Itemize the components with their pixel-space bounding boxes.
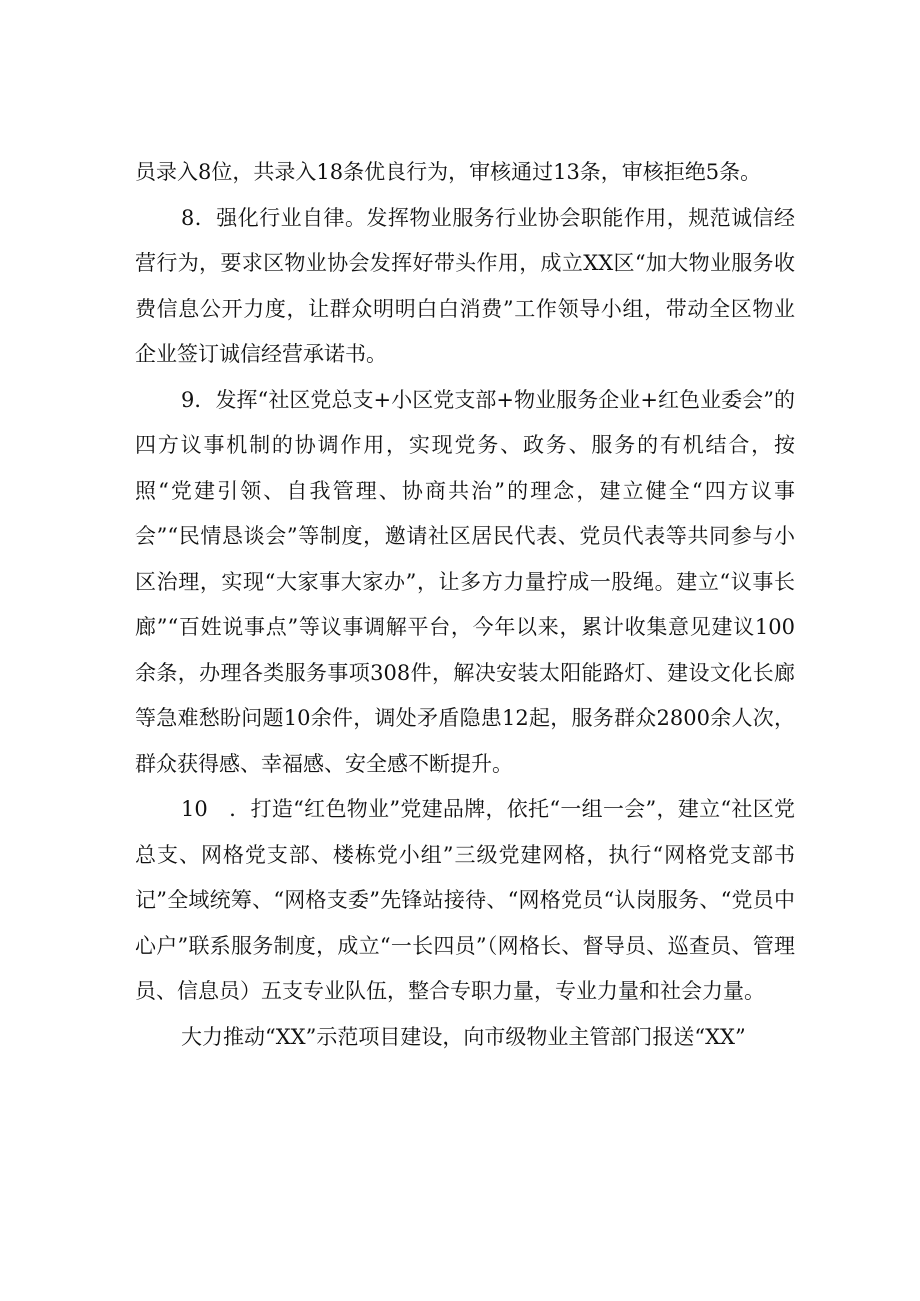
paragraph-continuation: 员录入8位，共录入18条优良行为，审核通过13条，审核拒绝5条。 <box>135 160 762 184</box>
document-body <box>135 150 795 1060</box>
paragraph-item-9: 9．发挥“社区党总支+小区党支部+物业服务企业+红色业委会”的四方议事机制的协调作用，实现党务、政务、服务的有机结合，按照“党建引领、自我管理、协商共治”的理念，建立健全“四方议事会”“民情恳谈会”等制度，邀请社区居民代表、党员代表等共同参与小区治理，实现“大家事大家办”，让多方力量拧成一股绳。建立“议事长廊”“百姓说事点”等议事调解平台，今年以来，累计收集意见建议100余条，办理各类服务事项308件，解决安装太阳能路灯、建设文化长廊等急难愁盼问题10余件，调处矛盾隐患12起，服务群众2800余人次，群众获得感、幸福感、安全感不断提升。 <box>135 387 795 776</box>
paragraph-demonstration-project: 大力推动“XX”示范项目建设，向市级物业主管部门报送“XX” <box>181 1024 746 1049</box>
paragraph-item-8: 8．强化行业自律。发挥物业服务行业协会职能作用，规范诚信经营行为，要求区物业协会发挥好带头作用，成立XX区“加大物业服务收费信息公开力度，让群众明明白白消费”工作领导小组，带动全区物业企业签订诚信经营承诺书。 <box>135 205 795 366</box>
paragraph-item-10: 10 ．打造“红色物业”党建品牌，依托“一组一会”，建立“社区党总支、网格党支部、楼栋党小组”三级党建网格，执行“网格党支部书记”全域统筹、“网格支委”先锋站接待、“网格党员“认岗服务、“党员中心户”联系服务制度，成立“一长四员”（网格长、督导员、巡查员、管理员、信息员）五支专业队伍，整合专职力量，专业力量和社会力量。 <box>135 797 795 1003</box>
